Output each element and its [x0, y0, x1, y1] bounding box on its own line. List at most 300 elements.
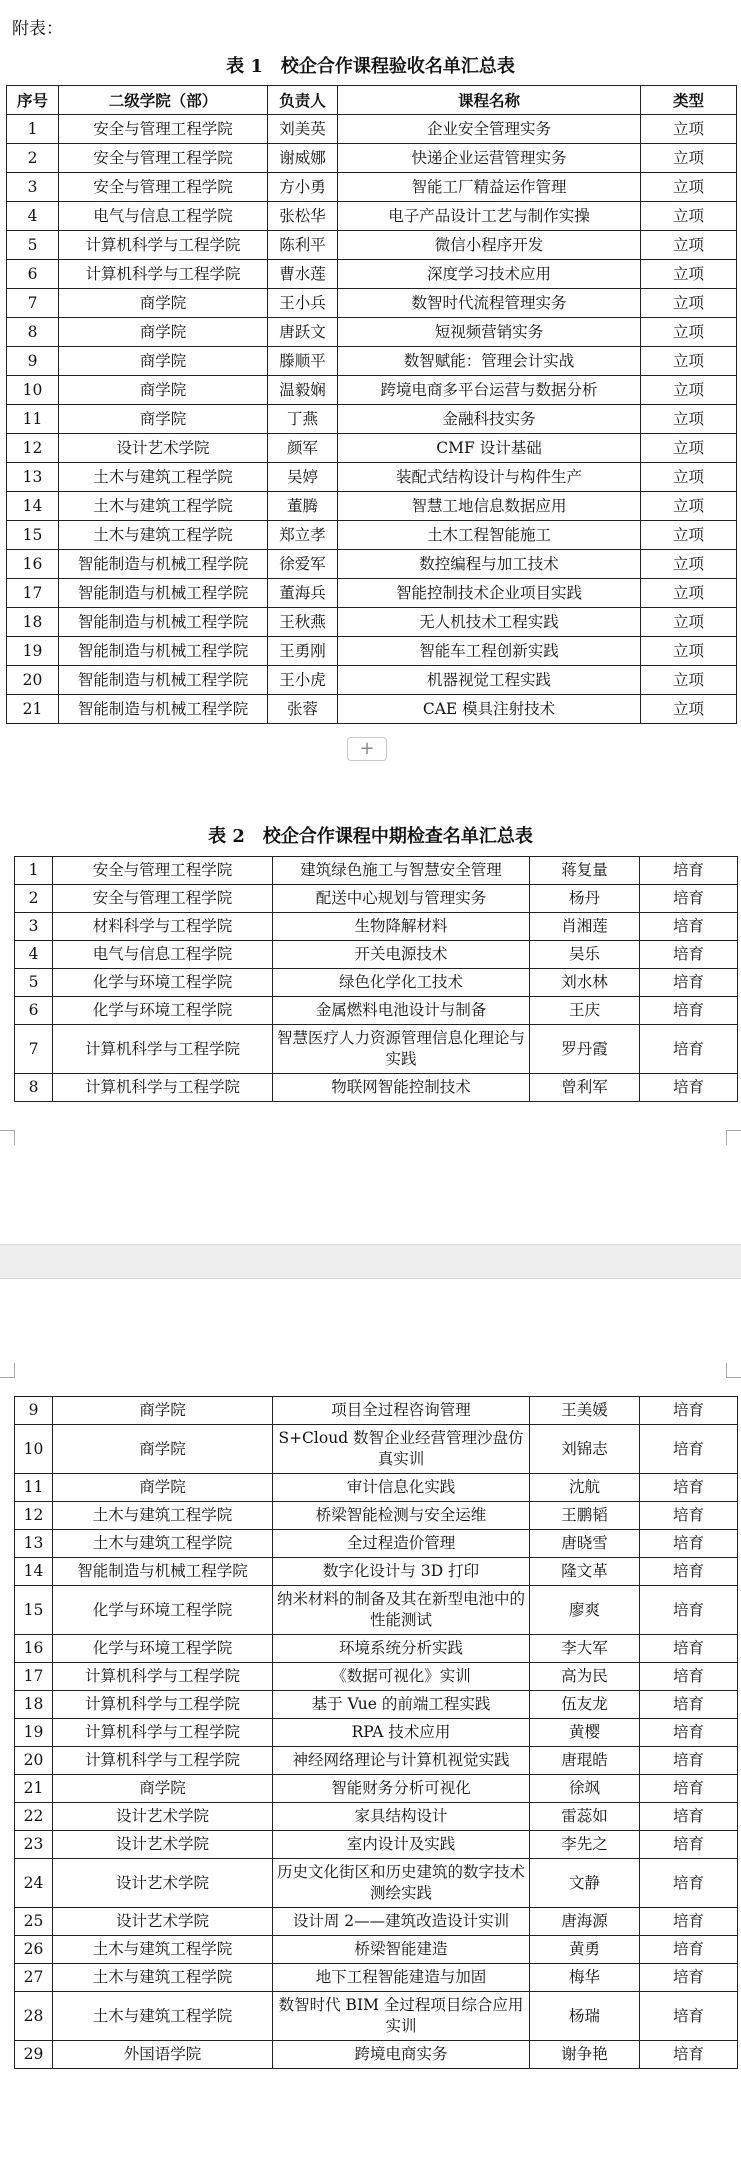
row-type: 培育 — [640, 857, 738, 885]
row-course: 开关电源技术 — [273, 941, 530, 969]
row-college: 安全与管理工程学院 — [59, 115, 268, 144]
acceptance-table — [6, 85, 737, 724]
row-course: 绿色化学化工技术 — [273, 969, 530, 997]
row-course: 纳米材料的制备及其在新型电池中的性能测试 — [273, 1586, 530, 1635]
table-row — [15, 1719, 738, 1747]
row-index: 3 — [7, 173, 59, 202]
table-row — [15, 1992, 738, 2041]
row-leader: 隆文革 — [530, 1558, 640, 1586]
row-college: 土木与建筑工程学院 — [59, 492, 268, 521]
row-course: 家具结构设计 — [273, 1803, 530, 1831]
row-type: 立项 — [641, 144, 737, 173]
row-index: 17 — [15, 1663, 53, 1691]
row-leader: 黄勇 — [530, 1936, 640, 1964]
row-course: RPA 技术应用 — [273, 1719, 530, 1747]
row-index: 14 — [15, 1558, 53, 1586]
row-college: 安全与管理工程学院 — [53, 857, 273, 885]
row-college: 电气与信息工程学院 — [53, 941, 273, 969]
row-leader: 曹水莲 — [268, 260, 338, 289]
row-leader: 董海兵 — [268, 579, 338, 608]
row-leader: 吴婷 — [268, 463, 338, 492]
row-college: 计算机科学与工程学院 — [59, 260, 268, 289]
row-course: 数智时代 BIM 全过程项目综合应用实训 — [273, 1992, 530, 2041]
add-row-button[interactable]: + — [347, 737, 387, 761]
row-college: 商学院 — [53, 1474, 273, 1502]
row-type: 培育 — [640, 1530, 738, 1558]
row-index: 8 — [15, 1074, 53, 1102]
row-index: 9 — [15, 1397, 53, 1425]
row-college: 设计艺术学院 — [59, 434, 268, 463]
table-row — [7, 376, 737, 405]
row-leader: 刘美英 — [268, 115, 338, 144]
row-leader: 陈利平 — [268, 231, 338, 260]
row-college: 外国语学院 — [53, 2041, 273, 2069]
row-college: 设计艺术学院 — [53, 1831, 273, 1859]
row-index: 13 — [7, 463, 59, 492]
row-course: 金融科技实务 — [338, 405, 641, 434]
row-index: 26 — [15, 1936, 53, 1964]
page-separator — [0, 1244, 741, 1279]
table-row — [7, 492, 737, 521]
row-college: 商学院 — [59, 318, 268, 347]
row-leader: 李大军 — [530, 1635, 640, 1663]
row-type: 培育 — [640, 1964, 738, 1992]
row-type: 培育 — [640, 913, 738, 941]
row-type: 培育 — [640, 1992, 738, 2041]
row-leader: 沈航 — [530, 1474, 640, 1502]
row-index: 7 — [15, 1025, 53, 1074]
row-college: 智能制造与机械工程学院 — [59, 608, 268, 637]
row-type: 培育 — [640, 1936, 738, 1964]
row-leader: 徐飒 — [530, 1775, 640, 1803]
row-leader: 张蓉 — [268, 695, 338, 724]
row-course: S+Cloud 数智企业经营管理沙盘仿真实训 — [273, 1425, 530, 1474]
row-college: 计算机科学与工程学院 — [53, 1719, 273, 1747]
row-type: 立项 — [641, 637, 737, 666]
row-college: 材料科学与工程学院 — [53, 913, 273, 941]
row-college: 安全与管理工程学院 — [59, 144, 268, 173]
row-course: 快递企业运营管理实务 — [338, 144, 641, 173]
row-college: 智能制造与机械工程学院 — [59, 579, 268, 608]
row-course: CAE 模具注射技术 — [338, 695, 641, 724]
table-row — [7, 202, 737, 231]
row-type: 培育 — [640, 1502, 738, 1530]
row-course: 设计周 2——建筑改造设计实训 — [273, 1908, 530, 1936]
row-course: CMF 设计基础 — [338, 434, 641, 463]
row-course: 历史文化街区和历史建筑的数字技术测绘实践 — [273, 1859, 530, 1908]
table-row — [15, 857, 738, 885]
row-index: 25 — [15, 1908, 53, 1936]
row-course: 项目全过程咨询管理 — [273, 1397, 530, 1425]
table-row — [7, 608, 737, 637]
table1-caption: 表 1 校企合作课程验收名单汇总表 — [226, 56, 515, 77]
row-college: 智能制造与机械工程学院 — [59, 637, 268, 666]
row-college: 计算机科学与工程学院 — [53, 1747, 273, 1775]
table-row — [7, 405, 737, 434]
row-college: 商学院 — [59, 289, 268, 318]
row-course: 跨境电商实务 — [273, 2041, 530, 2069]
row-college: 商学院 — [53, 1397, 273, 1425]
table-row — [15, 2041, 738, 2069]
table-row — [7, 521, 737, 550]
row-college: 设计艺术学院 — [53, 1803, 273, 1831]
row-leader: 唐海源 — [530, 1908, 640, 1936]
row-type: 立项 — [641, 521, 737, 550]
row-leader: 王勇刚 — [268, 637, 338, 666]
row-type: 培育 — [640, 1586, 738, 1635]
row-type: 立项 — [641, 463, 737, 492]
row-index: 4 — [7, 202, 59, 231]
row-course: 《数据可视化》实训 — [273, 1663, 530, 1691]
table-row — [15, 1474, 738, 1502]
row-course: 微信小程序开发 — [338, 231, 641, 260]
row-type: 培育 — [640, 1747, 738, 1775]
row-type: 立项 — [641, 550, 737, 579]
row-leader: 谢威娜 — [268, 144, 338, 173]
table-row — [15, 1775, 738, 1803]
row-index: 23 — [15, 1831, 53, 1859]
midterm-table-part2 — [14, 1396, 738, 2069]
row-index: 6 — [7, 260, 59, 289]
row-index: 9 — [7, 347, 59, 376]
row-college: 智能制造与机械工程学院 — [53, 1558, 273, 1586]
row-leader: 王小兵 — [268, 289, 338, 318]
row-type: 培育 — [640, 969, 738, 997]
row-leader: 王秋燕 — [268, 608, 338, 637]
row-index: 3 — [15, 913, 53, 941]
row-college: 计算机科学与工程学院 — [59, 231, 268, 260]
row-index: 28 — [15, 1992, 53, 2041]
row-course: 跨境电商多平台运营与数据分析 — [338, 376, 641, 405]
table-row — [7, 347, 737, 376]
header-leader: 负责人 — [268, 86, 338, 115]
row-course: 土木工程智能施工 — [338, 521, 641, 550]
table-row — [15, 885, 738, 913]
row-college: 土木与建筑工程学院 — [59, 521, 268, 550]
row-course: 地下工程智能建造与加固 — [273, 1964, 530, 1992]
row-leader: 颜军 — [268, 434, 338, 463]
row-course: 生物降解材料 — [273, 913, 530, 941]
table-row — [15, 1558, 738, 1586]
row-index: 29 — [15, 2041, 53, 2069]
table-row — [7, 579, 737, 608]
row-type: 培育 — [640, 1775, 738, 1803]
row-leader: 王小虎 — [268, 666, 338, 695]
row-course: 深度学习技术应用 — [338, 260, 641, 289]
row-index: 10 — [15, 1425, 53, 1474]
row-type: 培育 — [640, 941, 738, 969]
row-course: 数智赋能：管理会计实战 — [338, 347, 641, 376]
row-type: 立项 — [641, 231, 737, 260]
table-row — [15, 1502, 738, 1530]
row-course: 审计信息化实践 — [273, 1474, 530, 1502]
row-college: 商学院 — [59, 347, 268, 376]
row-type: 立项 — [641, 376, 737, 405]
page-corner-mark — [726, 1363, 741, 1378]
row-course: 室内设计及实践 — [273, 1831, 530, 1859]
row-type: 培育 — [640, 1691, 738, 1719]
row-leader: 雷蕊如 — [530, 1803, 640, 1831]
row-college: 设计艺术学院 — [53, 1859, 273, 1908]
row-type: 立项 — [641, 405, 737, 434]
row-college: 商学院 — [53, 1775, 273, 1803]
row-type: 培育 — [640, 1859, 738, 1908]
row-index: 16 — [15, 1635, 53, 1663]
row-course: 金属燃料电池设计与制备 — [273, 997, 530, 1025]
row-college: 计算机科学与工程学院 — [53, 1663, 273, 1691]
row-leader: 梅华 — [530, 1964, 640, 1992]
row-leader: 唐琨皓 — [530, 1747, 640, 1775]
row-leader: 王庆 — [530, 997, 640, 1025]
table-row — [15, 1025, 738, 1074]
row-college: 土木与建筑工程学院 — [59, 463, 268, 492]
row-type: 培育 — [640, 1803, 738, 1831]
table-row — [7, 318, 737, 347]
row-college: 商学院 — [59, 376, 268, 405]
row-leader: 王美媛 — [530, 1397, 640, 1425]
page-corner-mark — [0, 1363, 15, 1378]
row-index: 15 — [7, 521, 59, 550]
table-row — [7, 666, 737, 695]
row-leader: 黄樱 — [530, 1719, 640, 1747]
row-college: 计算机科学与工程学院 — [53, 1074, 273, 1102]
row-leader: 方小勇 — [268, 173, 338, 202]
row-college: 安全与管理工程学院 — [59, 173, 268, 202]
row-type: 立项 — [641, 608, 737, 637]
header-course: 课程名称 — [338, 86, 641, 115]
table-row — [7, 463, 737, 492]
row-leader: 吴乐 — [530, 941, 640, 969]
row-type: 立项 — [641, 434, 737, 463]
row-college: 电气与信息工程学院 — [59, 202, 268, 231]
row-course: 智能财务分析可视化 — [273, 1775, 530, 1803]
table-row — [15, 1635, 738, 1663]
row-type: 立项 — [641, 492, 737, 521]
row-leader: 董腾 — [268, 492, 338, 521]
row-index: 10 — [7, 376, 59, 405]
row-leader: 肖湘莲 — [530, 913, 640, 941]
row-type: 立项 — [641, 318, 737, 347]
row-leader: 刘水林 — [530, 969, 640, 997]
row-course: 物联网智能控制技术 — [273, 1074, 530, 1102]
table-row — [15, 1586, 738, 1635]
row-college: 化学与环境工程学院 — [53, 997, 273, 1025]
row-college: 智能制造与机械工程学院 — [59, 550, 268, 579]
row-index: 6 — [15, 997, 53, 1025]
table-row — [7, 695, 737, 724]
page-corner-mark — [726, 1130, 741, 1145]
row-college: 土木与建筑工程学院 — [53, 1936, 273, 1964]
table-row — [15, 1908, 738, 1936]
row-course: 智能车工程创新实践 — [338, 637, 641, 666]
row-leader: 文静 — [530, 1859, 640, 1908]
row-college: 土木与建筑工程学院 — [53, 1530, 273, 1558]
table-row — [15, 1691, 738, 1719]
row-index: 19 — [15, 1719, 53, 1747]
row-type: 立项 — [641, 695, 737, 724]
row-index: 27 — [15, 1964, 53, 1992]
row-leader: 杨瑞 — [530, 1992, 640, 2041]
row-leader: 高为民 — [530, 1663, 640, 1691]
table-row — [15, 1397, 738, 1425]
row-course: 基于 Vue 的前端工程实践 — [273, 1691, 530, 1719]
row-leader: 刘锦志 — [530, 1425, 640, 1474]
table-row — [7, 173, 737, 202]
table-row — [15, 1425, 738, 1474]
row-course: 数智时代流程管理实务 — [338, 289, 641, 318]
row-index: 11 — [15, 1474, 53, 1502]
row-index: 7 — [7, 289, 59, 318]
table-row — [15, 1936, 738, 1964]
row-leader: 温毅娴 — [268, 376, 338, 405]
row-course: 短视频营销实务 — [338, 318, 641, 347]
row-leader: 滕顺平 — [268, 347, 338, 376]
row-type: 培育 — [640, 1397, 738, 1425]
row-course: 数字化设计与 3D 打印 — [273, 1558, 530, 1586]
row-index: 13 — [15, 1530, 53, 1558]
table-header-row — [7, 86, 737, 115]
row-course: 智慧医疗人力资源管理信息化理论与实践 — [273, 1025, 530, 1074]
row-index: 14 — [7, 492, 59, 521]
row-course: 配送中心规划与管理实务 — [273, 885, 530, 913]
table-row — [7, 550, 737, 579]
header-index: 序号 — [7, 86, 59, 115]
row-index: 12 — [15, 1502, 53, 1530]
table-row — [7, 289, 737, 318]
row-college: 计算机科学与工程学院 — [53, 1025, 273, 1074]
row-course: 智能控制技术企业项目实践 — [338, 579, 641, 608]
row-course: 神经网络理论与计算机视觉实践 — [273, 1747, 530, 1775]
table-row — [7, 144, 737, 173]
row-type: 培育 — [640, 1831, 738, 1859]
row-course: 无人机技术工程实践 — [338, 608, 641, 637]
row-college: 化学与环境工程学院 — [53, 969, 273, 997]
table-row — [7, 434, 737, 463]
row-type: 立项 — [641, 289, 737, 318]
row-course: 智能工厂精益运作管理 — [338, 173, 641, 202]
table-row — [15, 1663, 738, 1691]
row-college: 土木与建筑工程学院 — [53, 1992, 273, 2041]
row-leader: 伍友龙 — [530, 1691, 640, 1719]
row-leader: 罗丹霞 — [530, 1025, 640, 1074]
row-college: 智能制造与机械工程学院 — [59, 666, 268, 695]
row-type: 立项 — [641, 173, 737, 202]
row-college: 化学与环境工程学院 — [53, 1635, 273, 1663]
table-row — [15, 1859, 738, 1908]
row-index: 21 — [15, 1775, 53, 1803]
row-leader: 唐晓雪 — [530, 1530, 640, 1558]
row-index: 1 — [7, 115, 59, 144]
table-row — [7, 115, 737, 144]
header-type: 类型 — [641, 86, 737, 115]
table-row — [15, 1803, 738, 1831]
row-type: 立项 — [641, 260, 737, 289]
row-course: 企业安全管理实务 — [338, 115, 641, 144]
row-type: 培育 — [640, 997, 738, 1025]
row-leader: 谢争艳 — [530, 2041, 640, 2069]
row-leader: 郑立孝 — [268, 521, 338, 550]
row-type: 培育 — [640, 1908, 738, 1936]
row-type: 培育 — [640, 1663, 738, 1691]
row-type: 立项 — [641, 579, 737, 608]
row-course: 机器视觉工程实践 — [338, 666, 641, 695]
row-course: 桥梁智能检测与安全运维 — [273, 1502, 530, 1530]
row-index: 18 — [7, 608, 59, 637]
row-college: 计算机科学与工程学院 — [53, 1691, 273, 1719]
row-type: 培育 — [640, 2041, 738, 2069]
row-college: 商学院 — [53, 1425, 273, 1474]
row-index: 2 — [15, 885, 53, 913]
row-index: 16 — [7, 550, 59, 579]
row-college: 安全与管理工程学院 — [53, 885, 273, 913]
row-type: 培育 — [640, 885, 738, 913]
row-type: 培育 — [640, 1635, 738, 1663]
row-index: 20 — [15, 1747, 53, 1775]
row-college: 化学与环境工程学院 — [53, 1586, 273, 1635]
table-row — [15, 1831, 738, 1859]
row-type: 立项 — [641, 666, 737, 695]
table2-caption: 表 2 校企合作课程中期检查名单汇总表 — [208, 826, 533, 847]
row-index: 24 — [15, 1859, 53, 1908]
midterm-table-part1 — [14, 856, 738, 1102]
row-type: 立项 — [641, 115, 737, 144]
table-row — [15, 1074, 738, 1102]
row-type: 培育 — [640, 1558, 738, 1586]
row-leader: 廖爽 — [530, 1586, 640, 1635]
table-row — [7, 231, 737, 260]
row-index: 20 — [7, 666, 59, 695]
row-type: 培育 — [640, 1719, 738, 1747]
row-index: 15 — [15, 1586, 53, 1635]
row-index: 18 — [15, 1691, 53, 1719]
row-index: 22 — [15, 1803, 53, 1831]
row-leader: 唐跃文 — [268, 318, 338, 347]
row-index: 2 — [7, 144, 59, 173]
table-row — [15, 1964, 738, 1992]
row-index: 1 — [15, 857, 53, 885]
row-leader: 王鹏韬 — [530, 1502, 640, 1530]
row-course: 智慧工地信息数据应用 — [338, 492, 641, 521]
row-course: 环境系统分析实践 — [273, 1635, 530, 1663]
page-corner-mark — [0, 1130, 15, 1145]
table-row — [7, 260, 737, 289]
row-type: 立项 — [641, 202, 737, 231]
table-row — [15, 997, 738, 1025]
row-index: 4 — [15, 941, 53, 969]
table-row — [15, 1530, 738, 1558]
row-course: 建筑绿色施工与智慧安全管理 — [273, 857, 530, 885]
table-row — [15, 969, 738, 997]
row-course: 全过程造价管理 — [273, 1530, 530, 1558]
table-row — [15, 1747, 738, 1775]
row-college: 智能制造与机械工程学院 — [59, 695, 268, 724]
row-index: 11 — [7, 405, 59, 434]
row-leader: 曾利军 — [530, 1074, 640, 1102]
row-index: 5 — [7, 231, 59, 260]
table-row — [7, 637, 737, 666]
row-course: 电子产品设计工艺与制作实操 — [338, 202, 641, 231]
row-index: 5 — [15, 969, 53, 997]
row-leader: 徐爱军 — [268, 550, 338, 579]
row-leader: 蒋复量 — [530, 857, 640, 885]
row-type: 培育 — [640, 1025, 738, 1074]
row-type: 立项 — [641, 347, 737, 376]
row-course: 装配式结构设计与构件生产 — [338, 463, 641, 492]
row-index: 19 — [7, 637, 59, 666]
table-row — [15, 941, 738, 969]
attachment-label: 附表： — [12, 19, 63, 39]
row-index: 12 — [7, 434, 59, 463]
